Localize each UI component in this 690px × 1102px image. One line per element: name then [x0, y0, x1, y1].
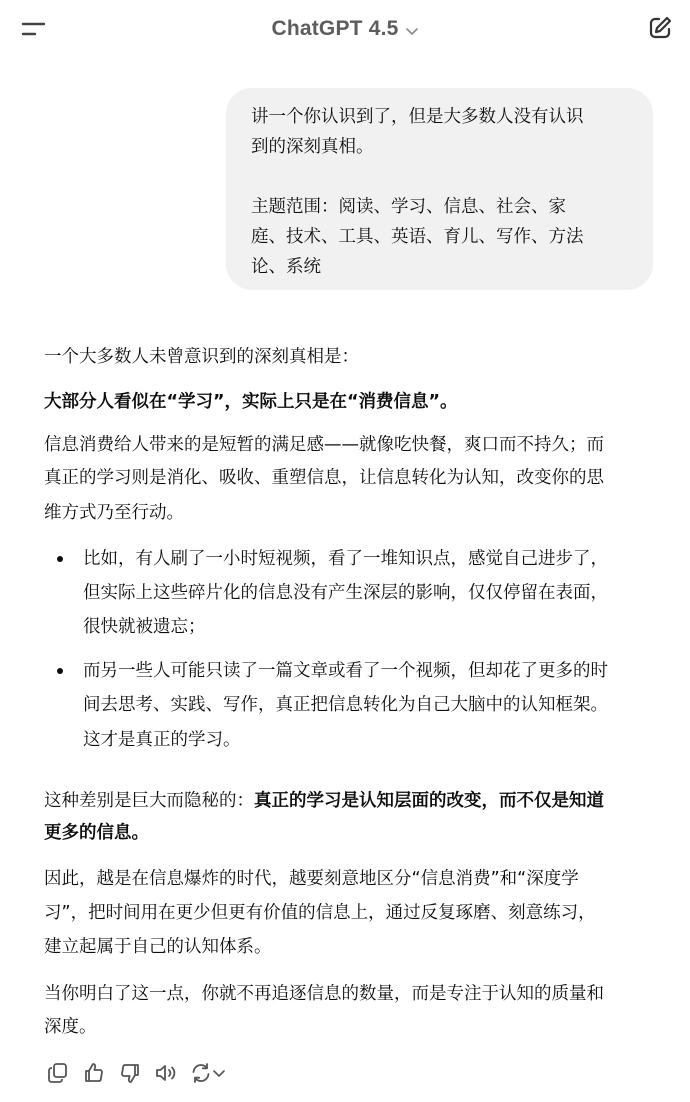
- thumbs-down-icon: [118, 1061, 142, 1085]
- assistant-paragraph-line: 真正的学习则是消化、吸收、重塑信息，让信息转化为认知，改变你的思: [44, 468, 604, 488]
- assistant-paragraph-line: 建立起属于自己的认知体系。: [44, 937, 272, 957]
- thumbs-up-icon: [82, 1061, 106, 1085]
- bullet-dot: [57, 668, 63, 674]
- refresh-icon: [190, 1061, 212, 1085]
- user-message-line: 到的深刻真相。: [251, 137, 374, 157]
- read-aloud-button[interactable]: [154, 1061, 178, 1085]
- new-chat-button[interactable]: [646, 14, 674, 42]
- assistant-bold-text: 真正的学习是认知层面的改变，而不仅是知道: [254, 791, 604, 811]
- assistant-bold-text: 更多的信息。: [44, 823, 149, 843]
- assistant-headline: 大部分人看似在“学习”，实际上只是在“消费信息”。: [44, 392, 458, 412]
- like-button[interactable]: [82, 1061, 106, 1085]
- user-message-line: 讲一个你认识到了，但是大多数人没有认识: [251, 107, 584, 127]
- speaker-icon: [154, 1061, 178, 1085]
- chevron-down-icon: [405, 24, 419, 38]
- bullet-line: 比如，有人刷了一小时短视频，看了一堆知识点，感觉自己进步了，: [83, 549, 608, 569]
- top-bar: [0, 0, 690, 58]
- assistant-paragraph-line: 信息消费给人带来的是短暂的满足感——就像吃快餐，爽口而不持久；而: [44, 435, 604, 455]
- assistant-paragraph-line: 因此，越是在信息爆炸的时代，越要刻意地区分“信息消费”和“深度学: [44, 869, 579, 889]
- bullet-line: 但实际上这些碎片化的信息没有产生深层的影响，仅仅停留在表面，: [83, 583, 608, 603]
- bullet-line: 这才是真正的学习。: [83, 730, 241, 750]
- copy-icon: [46, 1061, 70, 1085]
- assistant-paragraph-line: 维方式乃至行动。: [44, 503, 184, 523]
- edit-icon: [646, 14, 674, 42]
- bullet-line: 很快就被遗忘；: [83, 617, 206, 637]
- copy-button[interactable]: [46, 1061, 70, 1085]
- assistant-paragraph-line: [44, 786, 604, 816]
- bullet-line: 间去思考、实践、写作，真正把信息转化为自己大脑中的认知框架。: [83, 695, 608, 715]
- user-message-line: 主题范围：阅读、学习、信息、社会、家: [251, 197, 566, 217]
- model-title: ChatGPT 4.5: [271, 17, 399, 40]
- model-selector[interactable]: [0, 14, 690, 44]
- message-actions: [46, 1061, 226, 1085]
- bullet-dot: [57, 556, 63, 562]
- regenerate-button[interactable]: [190, 1061, 226, 1085]
- dislike-button[interactable]: [118, 1061, 142, 1085]
- chevron-down-icon: [212, 1066, 226, 1080]
- user-message-line: 论、系统: [251, 257, 321, 277]
- assistant-intro: 一个大多数人未曾意识到的深刻真相是：: [44, 347, 359, 367]
- user-message-bubble: [226, 88, 653, 290]
- assistant-paragraph-line: 当你明白了这一点，你就不再追逐信息的数量，而是专注于认知的质量和: [44, 984, 604, 1004]
- user-message-line: 庭、技术、工具、英语、育儿、写作、方法: [251, 227, 584, 247]
- assistant-paragraph-line: 深度。: [44, 1017, 97, 1037]
- assistant-text: 这种差别是巨大而隐秘的：: [44, 791, 254, 811]
- bullet-line: 而另一些人可能只读了一篇文章或看了一个视频，但却花了更多的时: [83, 661, 608, 681]
- assistant-paragraph-line: 习”，把时间用在更少但更有价值的信息上，通过反复琢磨、刻意练习，: [44, 903, 596, 923]
